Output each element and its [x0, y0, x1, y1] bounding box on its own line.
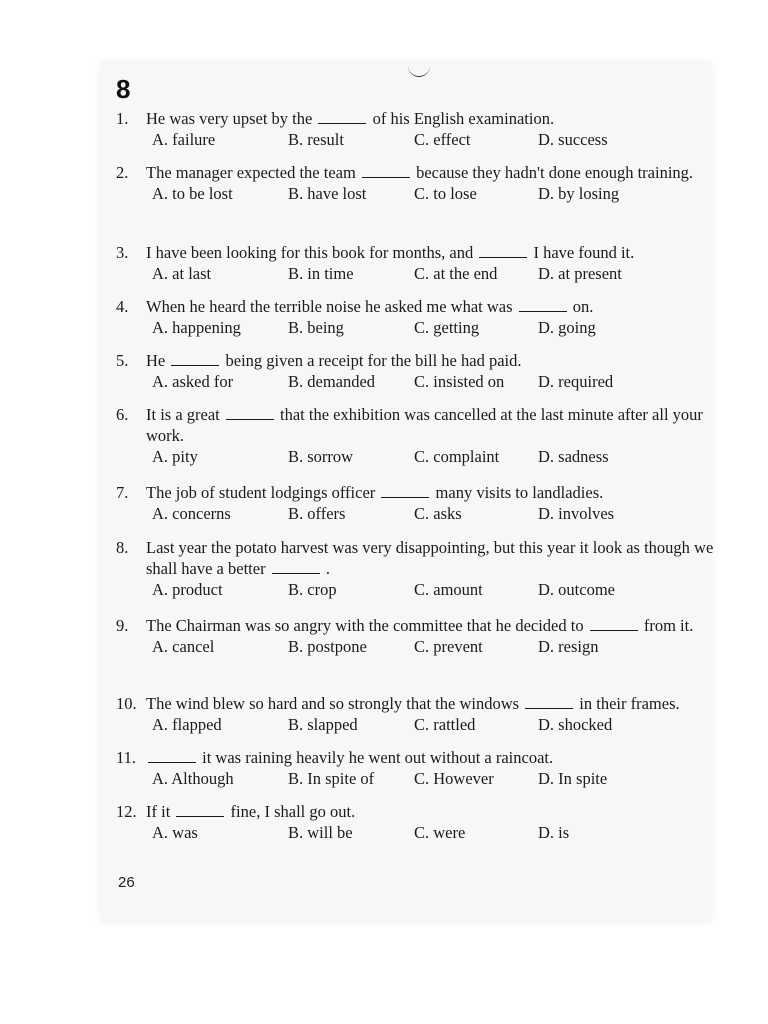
- answer-blank[interactable]: [318, 109, 366, 124]
- question-text-after: fine, I shall go out.: [230, 802, 356, 821]
- answer-options: [152, 822, 716, 843]
- question-text-after: .: [325, 559, 330, 578]
- option-d[interactable]: D. involves: [538, 504, 615, 523]
- answer-blank[interactable]: [525, 694, 573, 709]
- answer-blank[interactable]: [148, 748, 196, 763]
- question-stem: [116, 162, 716, 183]
- option-a[interactable]: A. asked for: [152, 372, 234, 391]
- option-b[interactable]: B. in time: [288, 264, 354, 283]
- option-b[interactable]: B. postpone: [288, 637, 367, 656]
- question-number: 2.: [116, 163, 129, 182]
- question-9: [116, 615, 716, 657]
- question-number: 5.: [116, 351, 129, 370]
- option-c[interactable]: C. getting: [414, 318, 480, 337]
- answer-options: [152, 579, 716, 600]
- option-c[interactable]: C. at the end: [414, 264, 498, 283]
- question-11: [116, 747, 716, 789]
- option-c[interactable]: C. to lose: [414, 184, 477, 203]
- option-a[interactable]: A. pity: [152, 447, 198, 466]
- option-b[interactable]: B. offers: [288, 504, 346, 523]
- option-b[interactable]: B. will be: [288, 823, 353, 842]
- question-5: [116, 350, 716, 392]
- option-d[interactable]: D. sadness: [538, 447, 609, 466]
- question-text-after: it was raining heavily he went out without a raincoat.: [202, 748, 554, 767]
- option-b[interactable]: B. have lost: [288, 184, 367, 203]
- answer-options: [152, 317, 716, 338]
- question-number: 11.: [116, 748, 137, 767]
- question-text-before: It is a great: [146, 405, 220, 424]
- question-text-before: He: [146, 351, 166, 370]
- question-text-after: because they hadn't done enough training.: [416, 163, 694, 182]
- option-a[interactable]: A. happening: [152, 318, 241, 337]
- question-number: 7.: [116, 483, 129, 502]
- option-d[interactable]: D. success: [538, 130, 608, 149]
- question-text-after: of his English examination.: [372, 109, 555, 128]
- answer-blank[interactable]: [176, 802, 224, 817]
- option-d[interactable]: D. shocked: [538, 715, 613, 734]
- option-c[interactable]: C. amount: [414, 580, 483, 599]
- question-7: [116, 482, 716, 524]
- question-stem: [116, 693, 716, 714]
- option-b[interactable]: B. In spite of: [288, 769, 375, 788]
- option-b[interactable]: B. result: [288, 130, 344, 149]
- question-8: [116, 537, 716, 600]
- question-text-after: many visits to landladies.: [435, 483, 604, 502]
- question-10: [116, 693, 716, 735]
- question-number: 8.: [116, 538, 129, 557]
- question-text-before: He was very upset by the: [146, 109, 313, 128]
- question-stem: [116, 482, 716, 503]
- unit-number: 8: [116, 74, 131, 104]
- answer-blank[interactable]: [381, 483, 429, 498]
- option-d[interactable]: D. In spite: [538, 769, 608, 788]
- question-text-before: The job of student lodgings officer: [146, 483, 376, 502]
- question-stem: [116, 404, 716, 446]
- answer-options: [152, 446, 716, 467]
- answer-blank[interactable]: [479, 243, 527, 258]
- answer-blank[interactable]: [519, 297, 567, 312]
- answer-blank[interactable]: [171, 351, 219, 366]
- question-3: [116, 242, 716, 284]
- option-d[interactable]: D. resign: [538, 637, 599, 656]
- answer-blank[interactable]: [590, 616, 638, 631]
- question-1: [116, 108, 716, 150]
- answer-options: [152, 371, 716, 392]
- question-text-before: The wind blew so hard and so strongly that the windows: [146, 694, 520, 713]
- answer-options: [152, 768, 716, 789]
- question-text-before: Last year the potato harvest was very disappointing, but this year it look as though we shall have a better: [146, 538, 714, 578]
- option-c[interactable]: C. effect: [414, 130, 471, 149]
- option-a[interactable]: A. Although: [152, 769, 234, 788]
- question-number: 3.: [116, 243, 129, 262]
- option-d[interactable]: D. is: [538, 823, 570, 842]
- question-12: [116, 801, 716, 843]
- question-text-after: on.: [572, 297, 594, 316]
- question-stem: [116, 350, 716, 371]
- question-text-after: being given a receipt for the bill he had paid.: [225, 351, 522, 370]
- question-2: [116, 162, 716, 204]
- option-b[interactable]: B. being: [288, 318, 344, 337]
- answer-blank[interactable]: [362, 163, 410, 178]
- question-stem: [116, 537, 716, 579]
- option-a[interactable]: A. failure: [152, 130, 216, 149]
- option-a[interactable]: A. cancel: [152, 637, 215, 656]
- answer-options: [152, 263, 716, 284]
- answer-options: [152, 503, 716, 524]
- question-number: 6.: [116, 405, 129, 424]
- question-number: 10.: [116, 694, 137, 713]
- question-number: 12.: [116, 802, 137, 821]
- question-4: [116, 296, 716, 338]
- option-c[interactable]: C. complaint: [414, 447, 500, 466]
- option-d[interactable]: D. outcome: [538, 580, 615, 599]
- question-text-before: I have been looking for this book for months, and: [146, 243, 474, 262]
- option-a[interactable]: A. at last: [152, 264, 212, 283]
- question-6: [116, 404, 716, 467]
- option-b[interactable]: B. slapped: [288, 715, 358, 734]
- question-text-after: I have found it.: [533, 243, 635, 262]
- option-b[interactable]: B. sorrow: [288, 447, 354, 466]
- option-d[interactable]: D. required: [538, 372, 614, 391]
- answer-options: [152, 129, 716, 150]
- question-text-before: The Chairman was so angry with the committee that he decided to: [146, 616, 584, 635]
- answer-blank[interactable]: [272, 559, 320, 574]
- question-stem: [116, 801, 716, 822]
- question-text-after: that the exhibition was cancelled at the last minute after all your work.: [146, 405, 703, 445]
- question-text-before: When he heard the terrible noise he asked me what was: [146, 297, 513, 316]
- option-c[interactable]: C. However: [414, 769, 494, 788]
- question-number: 9.: [116, 616, 129, 635]
- question-text-before: If it: [146, 802, 171, 821]
- question-text-before: The manager expected the team: [146, 163, 356, 182]
- answer-blank[interactable]: [226, 405, 274, 420]
- option-d[interactable]: D. by losing: [538, 184, 620, 203]
- question-number: 4.: [116, 297, 129, 316]
- option-b[interactable]: B. demanded: [288, 372, 376, 391]
- option-a[interactable]: A. flapped: [152, 715, 222, 734]
- option-c[interactable]: C. were: [414, 823, 466, 842]
- option-a[interactable]: A. product: [152, 580, 223, 599]
- option-a[interactable]: A. concerns: [152, 504, 231, 523]
- option-c[interactable]: C. insisted on: [414, 372, 505, 391]
- option-c[interactable]: C. asks: [414, 504, 462, 523]
- question-stem: [116, 108, 716, 129]
- question-stem: [116, 242, 716, 263]
- question-number: 1.: [116, 109, 129, 128]
- option-a[interactable]: A. to be lost: [152, 184, 233, 203]
- answer-options: [152, 714, 716, 735]
- answer-options: [152, 636, 716, 657]
- option-d[interactable]: D. at present: [538, 264, 622, 283]
- question-text-after: from it.: [643, 616, 694, 635]
- question-text-after: in their frames.: [579, 694, 680, 713]
- question-stem: [116, 747, 716, 768]
- option-c[interactable]: C. rattled: [414, 715, 476, 734]
- option-c[interactable]: C. prevent: [414, 637, 483, 656]
- option-d[interactable]: D. going: [538, 318, 596, 337]
- question-stem: [116, 615, 716, 636]
- answer-options: [152, 183, 716, 204]
- page-number: 26: [118, 874, 135, 891]
- question-stem: [116, 296, 716, 317]
- option-a[interactable]: A. was: [152, 823, 198, 842]
- option-b[interactable]: B. crop: [288, 580, 337, 599]
